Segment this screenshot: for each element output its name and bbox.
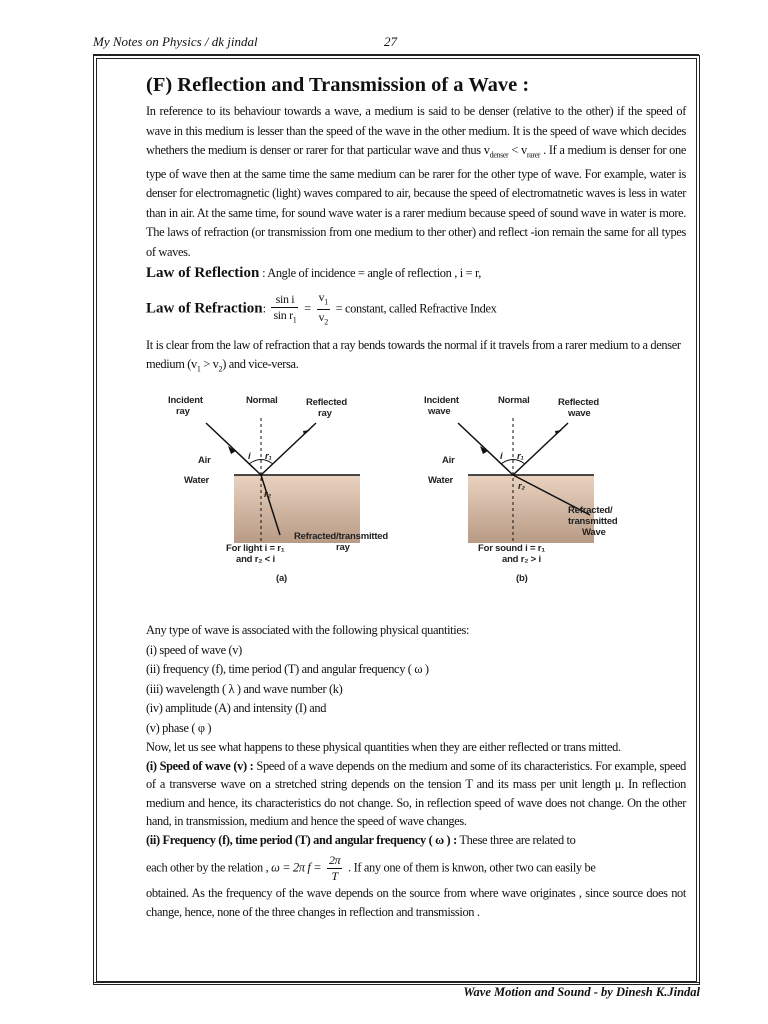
refraction-fraction-sin: $\frac{\text{sin i}}{\sin r_1}$ [273,292,297,325]
condition-label: For sound i = r₁ and r₂ > i [478,543,545,566]
law-of-refraction: Law of Refraction: $\frac{\text{sin i}}{\sin r_1}$ = $\frac{v_1}{v_2}$ = constant, called Refractive Index [146,290,686,330]
figure-a [164,393,424,603]
refraction-fraction-v: $\frac{v_1}{v_2}$ [318,289,328,327]
reflected-label: Reflected ray [306,397,347,420]
figure-a-caption: (a) [276,573,288,585]
reflected-arrow [555,430,562,435]
incident-ray [206,423,261,475]
angle-r1-label: r₁ [517,451,524,463]
refraction-note: It is clear from the law of refraction that a ray bends towards the normal if it travels from a rarer medium to a denser medium $(v_1 > v_2)$ and vice-versa. [146,337,681,374]
header-text: My Notes on Physics / dk jindal [93,34,258,49]
refracted-label: Refracted/ transmitted Wave [568,505,618,539]
speed-section: (i) Speed of wave (v) : Speed of a wave depends on the medium and some of its characteristics. For example, speed of a transverse wave on a stretched string depends on the tension T and its mass per unit length μ. In reflection medium and hence, its characteristics do not change. So, in reflection speed of wave does not change. On the other hand, in transmission, medium and hence the speed of wave changes. [146,758,686,829]
quantities-outro: Now, let us see what happens to these physical quantities when they are either reflected or trans mitted. [146,740,621,755]
air-label: Air [442,455,455,467]
relation-fraction: $\frac{2\pi}{T}$ [329,853,341,884]
figure-a-diagram [164,393,424,603]
section-title: (F) Reflection and Transmission of a Wave : [146,74,530,96]
list-item: (v) phase ( φ ) [146,720,212,735]
list-item: (ii) frequency (f), time period (T) and angular frequency ( ω ) [146,662,429,677]
condition-label: For light i = r₁ and r₂ < i [226,543,285,566]
frequency-section: (ii) Frequency (f), time period (T) and angular frequency ( ω ) : These three are related to [146,832,576,847]
figure-b-caption: (b) [516,573,528,585]
page-footer: Wave Motion and Sound - by Dinesh K.Jindal [463,985,700,999]
incident-label: Incident ray [168,395,203,418]
water-label: Water [428,475,454,487]
quantities-intro: Any type of wave is associated with the following physical quantities: [146,623,470,638]
angle-i-label: i [248,451,251,463]
angle-r2-label: r₂ [518,481,525,493]
incident-wave [458,423,513,475]
normal-label: Normal [498,395,530,407]
page-number: 27 [384,34,397,49]
list-item: (iii) wavelength ( λ ) and wave number (k) [146,681,343,696]
list-item: (i) speed of wave (v) [146,642,242,657]
footer-rule [93,982,699,983]
frequency-relation: each other by the relation , ω = 2π f = $\frac{2\pi}{T}$ . If any one of them is knwon, other two can easily be [146,853,596,884]
figures [146,393,686,611]
water-label: Water [184,475,210,487]
figure-b-diagram [418,393,678,603]
angle-r1-label: r₁ [265,451,272,463]
air-label: Air [198,455,211,467]
reflected-arrow [303,430,310,435]
intro-paragraph: In reference to its behaviour towards a wave, a medium is said to be denser (relative to the other) if the speed of wave in this medium is lesser than the speed of the wave in the other medium. It is the speed of wave which decides whethers the medium is denser or rarer for that particular wave and thus $v_{denser} < v_{rarer}$ . If a medium is denser for one type of wave then at the same time the same medium can be rarer for the other type of wave. For example, water is denser for electromagnetic (light) waves compared to air, because the speed of electromatnetic waves is less in water than in air. At the same time, for sound wave water is a rarer medium because speed of sound wave in water is more. The laws of refraction (or transmission from one medium to ther other) and reflect -ion remain the same for all types of waves. [146,104,687,259]
quantities-list [146,621,686,738]
angle-i-label: i [500,451,503,463]
incident-label: Incident wave [424,395,459,418]
refracted-label: Refracted/transmitted ray [294,531,388,554]
content [146,72,686,921]
list-item: (iv) amplitude (A) and intensity (I) and [146,701,327,716]
page-header [93,34,423,52]
header-rule [93,54,699,55]
law-of-reflection: Law of Reflection : Angle of incidence = angle of reflection , i = r, [146,265,481,282]
angle-r2-label: r₂ [264,489,271,501]
figure-b [418,393,678,603]
reflected-label: Reflected wave [558,397,599,420]
normal-label: Normal [246,395,278,407]
frequency-conclusion: obtained. As the frequency of the wave depends on the source from where wave originates , since source does not change, hence, none of the three changes in reflection and transmission . [146,886,686,919]
